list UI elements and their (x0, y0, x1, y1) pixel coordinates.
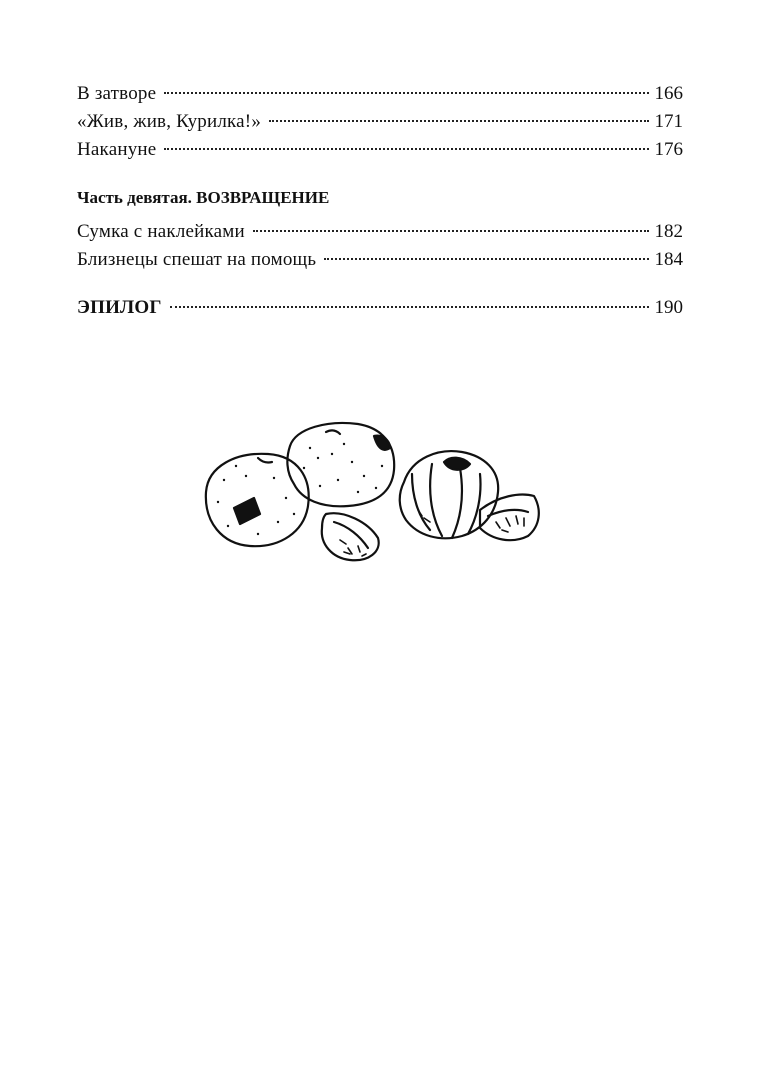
toc-entry-page: 166 (654, 83, 683, 104)
toc-leader-dots (324, 258, 648, 260)
spacer (77, 274, 683, 294)
toc-entry-page: 171 (654, 111, 683, 132)
toc-entry (77, 246, 683, 274)
tangerines-icon (198, 418, 544, 566)
toc-leader-dots (164, 148, 648, 150)
toc-leader-dots (253, 230, 649, 232)
toc-leader-dots (164, 92, 648, 94)
toc-entry-page: 176 (654, 139, 683, 160)
toc-entry-title: Сумка с наклейками (77, 221, 245, 242)
toc-entry (77, 108, 683, 136)
toc-entry (77, 136, 683, 164)
toc-entry-title: ЭПИЛОГ (77, 297, 162, 318)
toc-entry (77, 80, 683, 108)
toc-entry-page: 190 (654, 297, 683, 318)
toc-entry-title: Накануне (77, 139, 157, 160)
toc-leader-dots (170, 306, 649, 308)
toc-entry-title: В затворе (77, 83, 157, 104)
toc-entry-title: Близнецы спешат на помощь (77, 249, 317, 270)
toc-entry-epilogue (77, 294, 683, 322)
part-heading: Часть девятая. ВОЗВРАЩЕНИЕ (77, 188, 330, 207)
table-of-contents (77, 80, 683, 322)
toc-entry-page: 184 (654, 249, 683, 270)
toc-leader-dots (269, 120, 648, 122)
toc-entry-title: «Жив, жив, Курилка!» (77, 111, 262, 132)
toc-entry-page: 182 (654, 221, 683, 242)
spacer (77, 164, 683, 186)
toc-entry (77, 218, 683, 246)
